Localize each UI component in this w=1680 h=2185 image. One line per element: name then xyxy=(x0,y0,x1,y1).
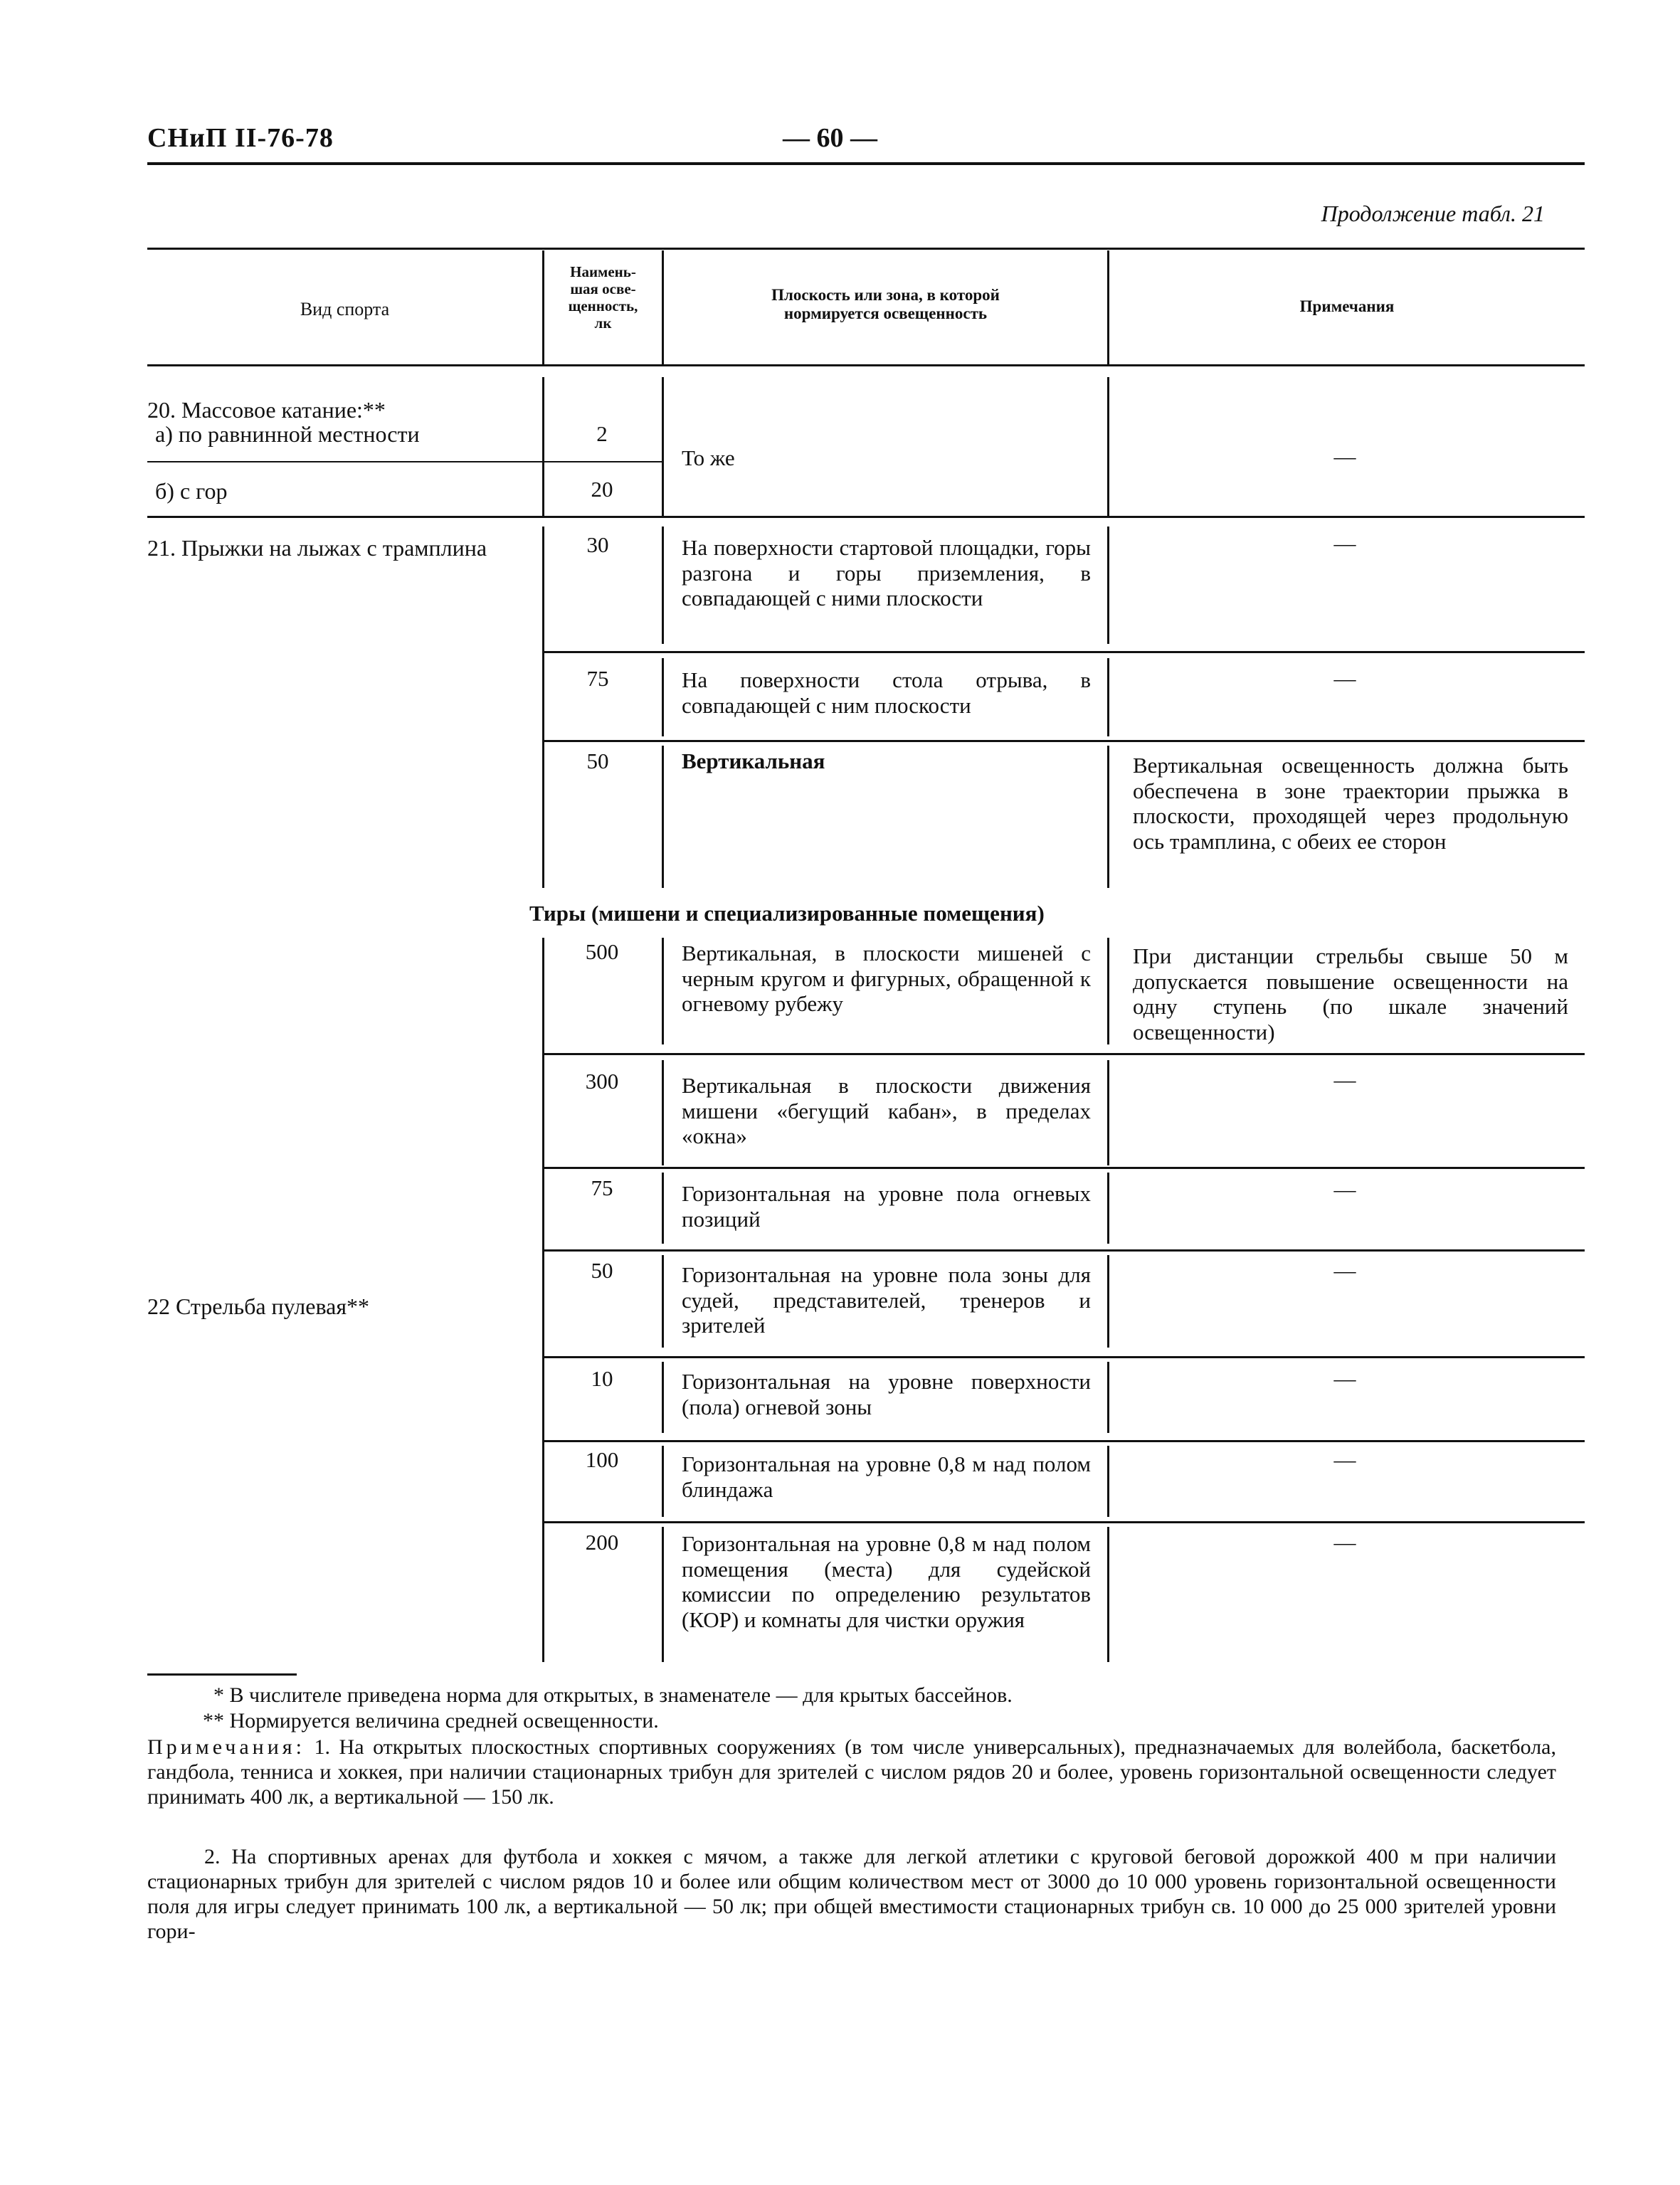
row-rule xyxy=(542,1356,1585,1358)
column-divider xyxy=(1107,1362,1109,1433)
notes-paragraph-2: 2. На спортивных аренах для футбола и хоккея с мячом, а также для легкой атлетики с круговой беговой дорожкой 400 м при наличии стационарных трибун для зрителей с числом рядов 10 и более или общим количеством мест от 3000 до 10 000 уровень горизонтальной освещенности поля для игры следует принимать 100 лк, а вертикальной — 50 лк; при общей вместимости стационарных трибун св. 10 000 до 25 000 зрителей уровни гори- xyxy=(147,1845,1556,1944)
note-cell: — xyxy=(1333,531,1356,556)
illuminance-value: 10 xyxy=(591,1366,613,1391)
column-header-plane: Плоскость или зона, в которой нормируется освещенность xyxy=(771,286,1000,323)
column-divider xyxy=(542,377,544,516)
column-header-illuminance: Наимень- шая осве- щенность, лк xyxy=(568,263,638,332)
column-header-notes: Примечания xyxy=(1299,297,1395,315)
note-1-text: 1. На открытых плоскостных спортивных сооружениях (в том числе универсальных), предназначаемых для волейбола, баскетбола, гандбола, тенниса и хоккея, при наличии стационарных трибун для зрителей с числом рядов 20 и более, уровень горизонтальной освещенности следует принимать 400 лк, а вертикальной — 150 лк. xyxy=(147,1735,1556,1809)
column-divider xyxy=(662,527,664,644)
page-number: — 60 — xyxy=(783,123,877,153)
illuminance-value: 50 xyxy=(591,1258,613,1283)
table-continuation-caption: Продолжение табл. 21 xyxy=(1321,201,1545,226)
illuminance-value: 75 xyxy=(586,666,609,691)
row-rule xyxy=(542,1521,1585,1523)
illuminance-value: 300 xyxy=(585,1069,619,1094)
row-rule xyxy=(542,1167,1585,1169)
row-rule xyxy=(542,1249,1585,1252)
column-divider xyxy=(662,377,664,516)
sport-21-label: 21. Прыжки на лыжах с трамплина xyxy=(147,535,487,561)
column-divider xyxy=(1107,527,1109,644)
column-divider xyxy=(662,1362,664,1433)
plane-cell: Вертикальная, в плоскости мишеней с черным кругом и фигурных, обращенной к огневому рубежу xyxy=(682,941,1091,1017)
plane-cell: Вертикальная в плоскости движения мишени «бегущий кабан», в пределах «окна» xyxy=(682,1073,1091,1149)
document-code: СНиП II-76-78 xyxy=(147,123,334,153)
sport-20-sub-a: а) по равнинной местности xyxy=(155,421,420,447)
header-rule xyxy=(147,162,1585,165)
note-cell: — xyxy=(1333,1366,1356,1391)
note-cell: — xyxy=(1333,1447,1356,1472)
illuminance-value: 2 xyxy=(596,421,608,446)
row-rule xyxy=(542,740,1585,742)
illuminance-value: 200 xyxy=(585,1530,619,1555)
column-divider xyxy=(662,1527,664,1662)
sport-20-title: 20. Массовое катание:** xyxy=(147,397,386,423)
plane-cell: На поверхности стартовой площадки, горы разгона и горы приземления, в совпадающей с ними плоскости xyxy=(682,535,1091,611)
sport-22-label: 22 Стрельба пулевая** xyxy=(147,1293,370,1319)
column-header-sport: Вид спорта xyxy=(300,299,390,319)
note-cell: — xyxy=(1333,666,1356,691)
plane-cell: Горизонтальная на уровне 0,8 м над полом помещения (места) для судейской комиссии по определению результатов (КОР) и комнаты для чистки оружия xyxy=(682,1531,1091,1632)
column-divider xyxy=(662,746,664,888)
plane-cell: Вертикальная xyxy=(682,748,825,773)
note-cell: — xyxy=(1333,1258,1356,1283)
plane-cell: Горизонтальная на уровне 0,8 м над полом блиндажа xyxy=(682,1451,1091,1502)
row-rule xyxy=(542,651,1585,653)
note-cell: — xyxy=(1333,1177,1356,1202)
column-divider xyxy=(1107,938,1109,1044)
illuminance-value: 30 xyxy=(586,532,609,557)
row-rule xyxy=(542,1053,1585,1055)
column-divider xyxy=(1107,1060,1109,1165)
column-divider xyxy=(1107,1255,1109,1348)
column-divider xyxy=(1107,658,1109,736)
illuminance-value: 20 xyxy=(591,477,613,502)
column-divider xyxy=(542,527,544,888)
footnote-star2: ** Нормируется величина средней освещенности. xyxy=(203,1709,659,1732)
illuminance-value: 50 xyxy=(586,748,609,773)
plane-cell: Горизонтальная на уровне поверхности (пола) огневой зоны xyxy=(682,1369,1091,1419)
column-divider xyxy=(542,938,544,1662)
table-header-rule xyxy=(147,364,1585,366)
column-divider xyxy=(662,1255,664,1348)
plane-cell: Горизонтальная на уровне пола огневых позиций xyxy=(682,1181,1091,1232)
note-cell: — xyxy=(1333,1067,1356,1092)
note-cell: При дистанции стрельбы свыше 50 м допускается повышение освещенности на одну ступень (по шкале значений освещенности) xyxy=(1133,943,1568,1044)
illuminance-value: 75 xyxy=(591,1175,613,1200)
column-divider xyxy=(1107,1527,1109,1662)
notes-label: Примечания: xyxy=(147,1735,305,1759)
footnote-rule xyxy=(147,1673,297,1676)
column-divider xyxy=(662,1446,664,1517)
row-rule xyxy=(147,516,1585,518)
notes-paragraph-1 xyxy=(147,1735,1556,1809)
note-cell: — xyxy=(1333,1530,1356,1555)
row-rule xyxy=(542,1440,1585,1442)
plane-cell: То же xyxy=(682,445,735,470)
column-divider xyxy=(662,938,664,1044)
column-divider xyxy=(662,1173,664,1244)
footnote-star1: * В числителе приведена норма для открытых, в знаменателе — для крытых бассейнов. xyxy=(213,1683,1013,1707)
note-cell: — xyxy=(1333,444,1356,469)
column-divider xyxy=(1107,377,1109,516)
illuminance-value: 500 xyxy=(585,939,619,964)
table-top-rule xyxy=(147,248,1585,250)
section-title: Тиры (мишени и специализированные помещения) xyxy=(529,901,1045,926)
column-divider xyxy=(1107,1173,1109,1244)
column-divider xyxy=(1107,746,1109,888)
column-divider xyxy=(662,1060,664,1165)
column-divider xyxy=(1107,1446,1109,1517)
column-divider xyxy=(662,658,664,736)
row-rule xyxy=(147,461,662,462)
illuminance-value: 100 xyxy=(585,1447,619,1472)
plane-cell: Горизонтальная на уровне пола зоны для судей, представителей, тренеров и зрителей xyxy=(682,1262,1091,1338)
note-cell: Вертикальная освещенность должна быть обеспечена в зоне траектории прыжка в плоскости, проходящей через продольную ось трамплина, с обеих ее сторон xyxy=(1133,753,1568,854)
plane-cell: На поверхности стола отрыва, в совпадающей с ним плоскости xyxy=(682,667,1091,718)
sport-20-sub-b: б) с гор xyxy=(155,478,228,504)
